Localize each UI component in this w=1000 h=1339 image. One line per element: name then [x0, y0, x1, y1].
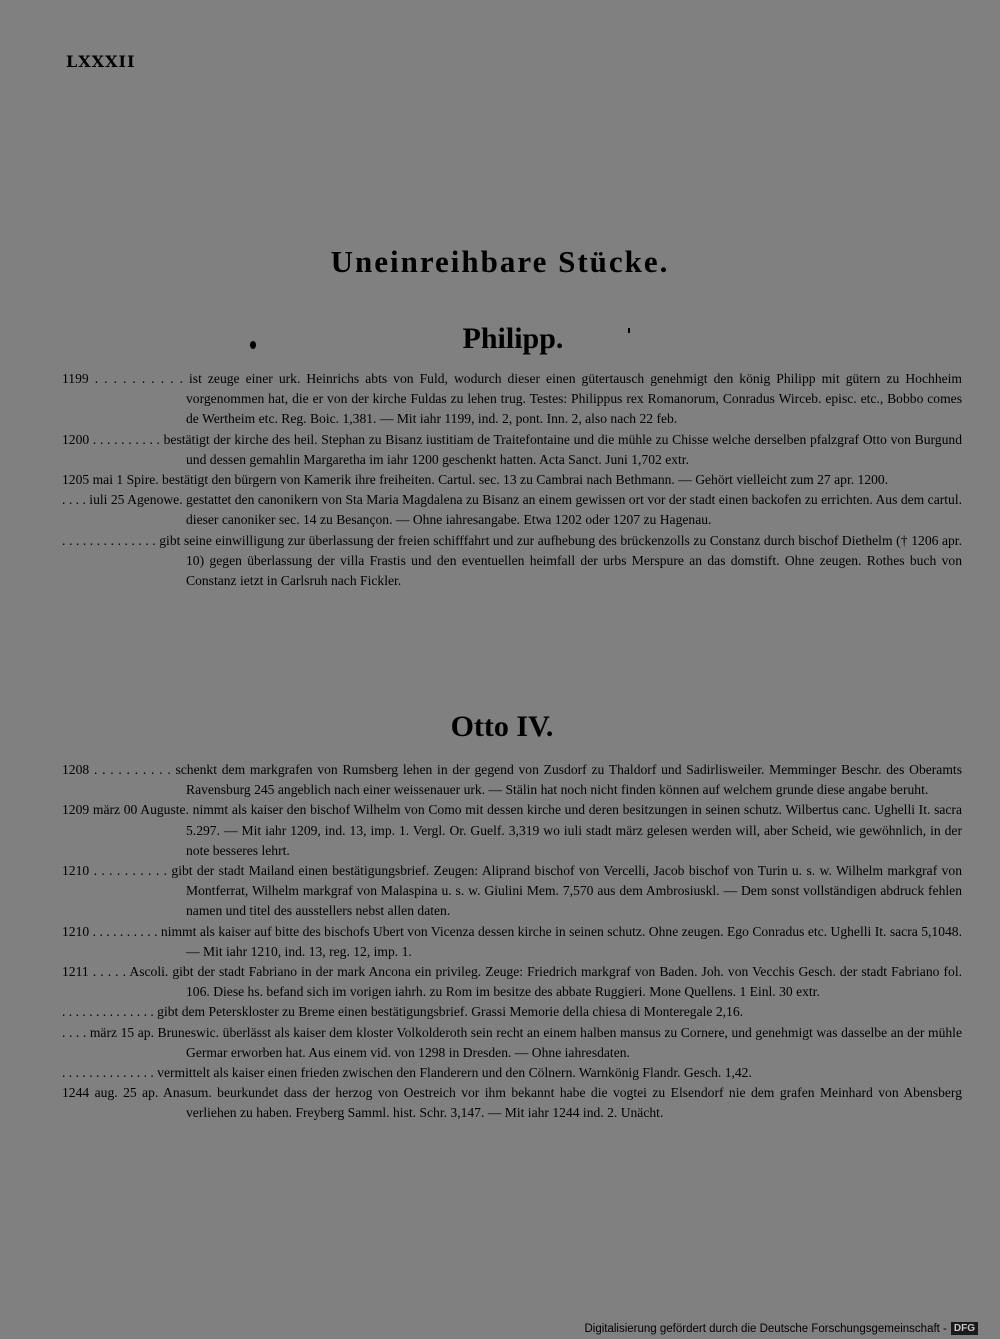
entry-philipp-iuli-25: . . . . iuli 25 Agenowe. gestattet den canonikern von Sta Maria Magdalena zu Bisanz an einem gewissen ort vor der stadt einen backofen zu errichten. Aus dem cartul. dieser canoniker sec. 14 zu Besançon. — Ohne iahresangabe. Etwa 1202 oder 1207 zu Hagenau. [62, 492, 962, 528]
entry-philipp-undated: . . . . . . . . . . . . . . gibt seine einwilligung zur überlassung der freien schifffahrt und zur aufhebung des brückenzolls zu Constanz durch bischof Diethelm († 1206 apr. 10) gegen überlassung der villa Frastis und den eventuellen heimfall der urbs Merspure an das domstift. Ohne zeugen. Rothes buch von Constanz ietzt in Carlsruh nach Fickler. [62, 532, 962, 589]
entry-otto-1244: 1244 aug. 25 ap. Anasum. beurkundet dass der herzog von Oestreich vor ihm bekannt habe die vogtei zu Elsendorf nie dem grafen Meinhard von Abensberg verliehen zu haben. Freyberg Samml. hist. Schr. 3,147. — Mit iahr 1244 ind. 2. Unächt. [62, 1085, 962, 1121]
dfg-logo: DFG [951, 1322, 978, 1335]
entry-otto-1210-a: 1210 . . . . . . . . . . gibt der stadt Mailand einen bestätigungsbrief. Zeugen: Aliprand bischof von Vercelli, Jacob bischof von Turin u. s. w. Wilhelm markgraf von Montferrat, Wilhelm markgraf von Malaspina u. s. w. Giulini Mem. 7,570 aus dem Ambrosiuskl. — Dem sonst vollständigen abdruck fehlen namen und titel des ausstellers nebst allen daten. [62, 863, 962, 919]
philipp-entries [62, 369, 962, 591]
entry-otto-undated-flandern: . . . . . . . . . . . . . . vermittelt als kaiser einen frieden zwischen den Flanderern und den Cölnern. Warnkönig Flandr. Gesch. 1,42. [62, 1065, 752, 1081]
entry-otto-1210-b: 1210 . . . . . . . . . . nimmt als kaiser auf bitte des bischofs Ubert von Vicenza dessen kirche in seinen schutz. Ohne zeugen. Ego Conradus etc. Ughelli It. sacra 5,1048. — Mit iahr 1210, ind. 13, reg. 12, imp. 1. [62, 923, 962, 959]
entry-philipp-1199: 1199 . . . . . . . . . . ist zeuge einer urk. Heinrichs abts von Fuld, wodurch dieser einen gütertausch genehmigt den könig Philipp mit gütern zu Hochheim vorgenommen hat, die er von der kirche Fuldas zu lehen trug. Testes: Philippus rex Romanorum, Conradus Wirceb. episc. etc., Bobbo comes de Wertheim etc. Reg. Boic. 1,381. — Mit iahr 1199, ind. 2, pont. Inn. 2, also nach 22 feb. [62, 371, 962, 427]
footer-text: Digitalisierung gefördert durch die Deutsche Forschungsgemeinschaft - [584, 1322, 947, 1335]
section-heading-philipp: Philipp. [462, 322, 564, 355]
page-title: Uneinreihbare Stücke. [330, 244, 670, 279]
otto-entries [62, 760, 962, 1124]
section-heading-otto: Otto IV. [450, 710, 554, 743]
entry-otto-1208: 1208 . . . . . . . . . . schenkt dem markgrafen von Rumsberg lehen in der gegend von Zusdorf zu Thaldorf und Sadirlisweiler. Memminger Beschr. des Oberamts Ravensburg 245 angeblich nach einer weissenauer urk. — Stälin hat noch nicht finden können auf welchem grunde diese angabe beruht. [62, 762, 962, 798]
page-number: LXXXII [66, 52, 136, 71]
footer [584, 1322, 978, 1335]
entry-philipp-1200: 1200 . . . . . . . . . . bestätigt der kirche des heil. Stephan zu Bisanz iustitiam de Traitefontaine und die mühle zu Chisse welche derselben pfalzgraf Otto von Burgund und dessen gemahlin Margaretha im iahr 1200 geschenkt hatten. Acta Sanct. Juni 1,702 extr. [62, 431, 962, 467]
entry-philipp-1205: 1205 mai 1 Spire. bestätigt den bürgern von Kamerik ihre freiheiten. Cartul. sec. 13 zu Cambrai nach Bethmann. — Gehört vielleicht zum 27 apr. 1200. [62, 472, 889, 488]
entry-otto-1211: 1211 . . . . . Ascoli. gibt der stadt Fabriano in der mark Ancona ein privileg. Zeuge: Friedrich markgraf von Baden. Joh. von Vecchis Gesch. der stadt Fabriano fol. 106. Diese hs. befand sich im vorigen iahrh. zu Rom im besitze des abbate Ruggieri. Mone Quellens. 1 Einl. 30 extr. [62, 964, 962, 1000]
entry-otto-undated-breme: . . . . . . . . . . . . . . gibt dem Peterskloster zu Breme einen bestätigungsbrief. Grassi Memorie della chiesa di Monteregale 2,16. [62, 1004, 744, 1020]
entry-otto-maerz-15: . . . . märz 15 ap. Bruneswic. überlässt als kaiser dem kloster Volkolderoth sein recht an einem halben mansus zu Cornere, und genehmigt was dasselbe an der mühle Germar erworben hat. Aus einem vid. von 1298 in Dresden. — Ohne iahresdaten. [62, 1024, 962, 1060]
entry-otto-1209: 1209 märz 00 Auguste. nimmt als kaiser den bischof Wilhelm von Como mit dessen kirche und deren besitzungen in seinen schutz. Wilbertus canc. Ughelli It. sacra 5.297. — Mit iahr 1209, ind. 13, imp. 1. Vergl. Or. Guelf. 3,319 wo iuli stadt märz gelesen werden will, aber Scheid, wie gewöhnlich, in der note besseres lehrt. [62, 802, 962, 858]
